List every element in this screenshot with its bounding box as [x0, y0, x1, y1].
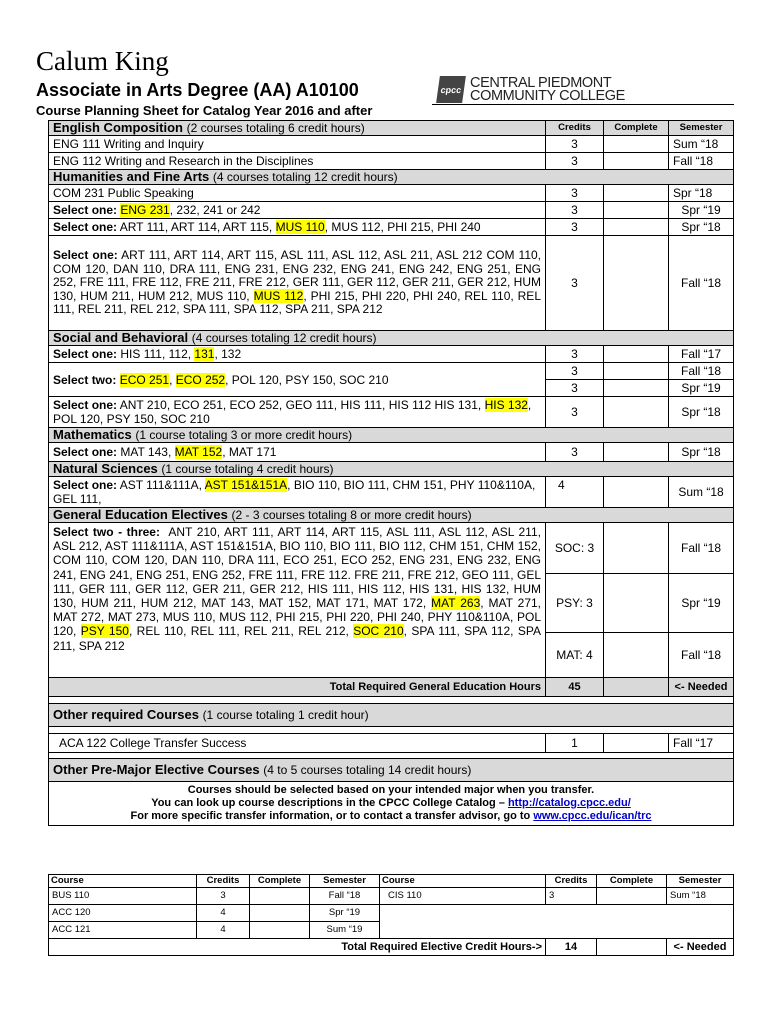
total-gen-ed-row [49, 678, 734, 697]
section-title: English Composition (2 courses totaling 6 credit hours) [49, 121, 546, 136]
section-pre-major [49, 759, 734, 782]
course-cell: COM 231 Public Speaking [49, 185, 546, 202]
credits-cell[interactable]: 4 [197, 922, 250, 939]
semester-cell[interactable]: Fall “18 [669, 633, 734, 678]
complete-cell[interactable] [604, 185, 669, 202]
semester-cell[interactable]: Sum “18 [667, 888, 734, 905]
complete-cell[interactable] [604, 574, 669, 633]
total-label: Total Required General Education Hours [49, 678, 546, 697]
info-line-2: You can look up course descriptions in the CPCC College Catalog – http://catalog.cpcc.edu/ [151, 797, 631, 809]
semester-cell[interactable]: Fall “18 [669, 363, 734, 380]
credits-cell[interactable]: 3 [546, 153, 604, 170]
table-row [49, 734, 734, 753]
complete-cell[interactable] [250, 922, 310, 939]
catalog-link[interactable]: http://catalog.cpcc.edu/ [507, 797, 631, 809]
highlight: MUS 110 [275, 220, 325, 234]
credits-cell[interactable]: 3 [546, 443, 604, 462]
semester-cell[interactable]: Fall “18 [669, 523, 734, 574]
course-cell: Select one: MAT 143, MAT 152, MAT 171 [49, 443, 546, 462]
highlight: SOC 210 [353, 624, 404, 639]
complete-cell[interactable] [604, 477, 669, 508]
header-semester: Semester [667, 875, 734, 888]
table-row [49, 202, 734, 219]
elective-table [48, 874, 734, 956]
header-credits: Credits [546, 121, 604, 136]
complete-cell[interactable] [604, 136, 669, 153]
section-gen-electives [49, 508, 734, 523]
course-cell[interactable]: ACC 120 [49, 905, 197, 922]
credits-cell[interactable]: 3 [546, 888, 597, 905]
table-row [49, 905, 734, 922]
info-line-3: For more specific transfer information, or to contact a transfer advisor, go to www.cpcc.edu/ican/trc [130, 810, 652, 822]
spacer-row [49, 727, 734, 734]
highlight: 131 [194, 347, 215, 361]
semester-cell[interactable]: Spr “19 [669, 380, 734, 397]
highlight: PSY 150 [80, 624, 129, 639]
table-row [49, 346, 734, 363]
empty-elective-cell[interactable] [380, 905, 734, 939]
course-planning-table [48, 120, 734, 826]
section-math [49, 428, 734, 443]
header-credits: Credits [546, 875, 597, 888]
table-row [49, 236, 734, 331]
complete-cell[interactable] [604, 633, 669, 678]
complete-cell[interactable] [604, 236, 669, 331]
complete-cell[interactable] [250, 888, 310, 905]
course-cell: ACA 122 College Transfer Success [49, 734, 546, 753]
semester-cell[interactable]: Sum “18 [669, 477, 734, 508]
header-rule [432, 104, 734, 105]
semester-cell[interactable]: Spr “18 [669, 443, 734, 462]
complete-cell[interactable] [604, 734, 669, 753]
total-label: Total Required Elective Credit Hours-> [49, 939, 546, 956]
course-cell[interactable]: ACC 121 [49, 922, 197, 939]
section-title: General Education Electives (2 - 3 courses totaling 8 or more credit hours) [49, 508, 734, 523]
credits-cell[interactable]: 4 [197, 905, 250, 922]
highlight: MAT 152 [174, 445, 223, 459]
semester-cell[interactable]: Spr “19 [669, 574, 734, 633]
complete-cell[interactable] [604, 346, 669, 363]
header-complete: Complete [604, 121, 669, 136]
credits-cell[interactable]: 3 [546, 219, 604, 236]
degree-title: Associate in Arts Degree (AA) A10100 [36, 80, 359, 100]
highlight: MAT 263 [431, 596, 481, 611]
course-cell: Select one: HIS 111, 112, 131, 132 [49, 346, 546, 363]
course-cell[interactable]: CIS 110 [380, 888, 546, 905]
info-cell [49, 782, 734, 826]
table-row [49, 363, 734, 380]
semester-cell[interactable]: Spr “19 [310, 905, 380, 922]
course-cell[interactable]: BUS 110 [49, 888, 197, 905]
section-title: Other Pre-Major Elective Courses (4 to 5 courses totaling 14 credit hours) [49, 759, 734, 782]
highlight: AST 151&151A [204, 478, 288, 492]
table-row [49, 219, 734, 236]
credits-cell[interactable]: 3 [546, 346, 604, 363]
highlight: ECO 252 [175, 372, 226, 387]
semester-cell[interactable]: Spr “18 [669, 219, 734, 236]
section-title: Mathematics (1 course totaling 3 or more credit hours) [49, 428, 734, 443]
course-cell: Select two: ECO 251, ECO 252, POL 120, PSY 150, SOC 210 [49, 363, 546, 397]
semester-cell[interactable]: Fall “18 [669, 153, 734, 170]
table-row [49, 443, 734, 462]
semester-cell[interactable]: Spr “19 [669, 202, 734, 219]
table-row [49, 477, 734, 508]
section-title: Other required Courses (1 course totaling 1 credit hour) [49, 704, 734, 727]
total-value: 14 [546, 939, 597, 956]
complete-cell[interactable] [604, 219, 669, 236]
highlight: ECO 251 [119, 372, 170, 387]
course-cell: Select one: ART 111, ART 114, ART 115, ASL 111, ASL 112, ASL 211, ASL 212 COM 110, COM 120, DAN 110, DRA 111, ENG 231, ENG 232, ENG 241, ENG 242, ENG 251, ENG 252, FRE 111, FRE 112, FRE 211, FRE 212, GER 111, GER 112, GER 211, GER 212, HUM 130, HUM 211, HUM 212, MUS 110, MUS 112, PHI 215, PHI 220, PHI 240, REL 110, REL 111, REL 211, REL 212, SPA 111, SPA 112, SPA 211, SPA 212 [49, 236, 546, 331]
header-course: Course [49, 875, 197, 888]
highlight: MUS 112 [253, 288, 304, 303]
credits-cell[interactable]: 3 [546, 185, 604, 202]
table-row [49, 888, 734, 905]
credits-cell[interactable]: PSY: 3 [546, 574, 604, 633]
header-complete: Complete [597, 875, 667, 888]
course-cell: Select one: AST 111&111A, AST 151&151A, BIO 110, BIO 111, CHM 151, PHY 110&110A, GEL 111, [49, 477, 546, 508]
semester-cell[interactable]: Sum “18 [669, 136, 734, 153]
complete-cell[interactable] [604, 153, 669, 170]
credits-cell[interactable]: 3 [546, 380, 604, 397]
section-science [49, 462, 734, 477]
semester-cell[interactable]: Sum “19 [310, 922, 380, 939]
complete-cell[interactable] [597, 888, 667, 905]
header-semester: Semester [310, 875, 380, 888]
section-humanities [49, 170, 734, 185]
header-semester: Semester [669, 121, 734, 136]
highlight: HIS 132 [484, 398, 528, 412]
course-cell: Select one: ANT 210, ECO 251, ECO 252, GEO 111, HIS 111, HIS 112 HIS 131, HIS 132, POL 120, PSY 150, SOC 210 [49, 397, 546, 428]
complete-cell[interactable] [604, 443, 669, 462]
section-title: Natural Sciences (1 course totaling 4 credit hours) [49, 462, 734, 477]
semester-cell[interactable]: Fall “17 [669, 346, 734, 363]
section-title: Social and Behavioral (4 courses totaling 12 credit hours) [49, 331, 734, 346]
table-row [49, 185, 734, 202]
semester-cell[interactable]: Spr “18 [669, 397, 734, 428]
spacer-row [49, 697, 734, 704]
header-complete: Complete [250, 875, 310, 888]
header-credits: Credits [197, 875, 250, 888]
cpcc-logo-mark: cpcc [436, 76, 466, 103]
total-complete [597, 939, 667, 956]
logo-line-2: COMMUNITY COLLEGE [470, 88, 625, 104]
course-cell: ENG 111 Writing and Inquiry [49, 136, 546, 153]
credits-cell[interactable]: 3 [197, 888, 250, 905]
transfer-link[interactable]: www.cpcc.edu/ican/trc [533, 810, 652, 822]
total-needed: <- Needed [667, 939, 734, 956]
sheet-subtitle: Course Planning Sheet for Catalog Year 2016 and after [36, 103, 373, 118]
course-cell: Select one: ENG 231, 232, 241 or 242 [49, 202, 546, 219]
logo-line-1: CENTRAL PIEDMONT [470, 75, 612, 91]
info-line-1: Courses should be selected based on your intended major when you transfer. [187, 784, 595, 796]
credits-cell[interactable]: 3 [546, 397, 604, 428]
course-cell: Select two - three: ANT 210, ART 111, ART 114, ART 115, ASL 111, ASL 112, ASL 211, ASL 212, AST 111&111A, AST 151&151A, BIO 110, BIO 111, BIO 112, CHM 151, CHM 152, COM 110, COM 120, DAN 110, DRA 111, ECO 251, ECO 252, ENG 231, ENG 232, ENG 241, ENG 241, ENG 251, ENG 252, FRE 111, FRE 112. FRE 211, FRE 212, GEO 111, GEL 111, GER 111, GER 112, GER 211, GER 212, HIS 111, HIS 112, HIS 131, HIS 132, HUM 130, HUM 211, HUM 212, MAT 143, MAT 152, MAT 171, MAT 172, MAT 263, MAT 271, MAT 272, MAT 273, MUS 110, MUS 112, PHI 215, PHI 220, PHI 240, PHY 110&110A, POL 120, PSY 150, REL 110, REL 111, REL 211, REL 212, SOC 210, SPA 111, SPA 112, SPA 211, SPA 212 [49, 523, 546, 678]
table-row [49, 523, 734, 574]
credits-cell[interactable]: 3 [546, 363, 604, 380]
credits-cell[interactable]: SOC: 3 [546, 523, 604, 574]
table-row [49, 153, 734, 170]
section-social [49, 331, 734, 346]
total-value: 45 [546, 678, 604, 697]
credits-cell[interactable]: 3 [546, 202, 604, 219]
student-name: Calum King [36, 46, 169, 76]
complete-cell[interactable] [604, 397, 669, 428]
complete-cell[interactable] [604, 380, 669, 397]
complete-cell[interactable] [604, 523, 669, 574]
table-row [49, 136, 734, 153]
semester-cell[interactable]: Spr “18 [669, 185, 734, 202]
highlight: ENG 231 [120, 203, 170, 217]
semester-cell[interactable]: Fall “18 [669, 236, 734, 331]
total-needed: <- Needed [669, 678, 734, 697]
header-course: Course [380, 875, 546, 888]
elective-header-row [49, 875, 734, 888]
course-cell: ENG 112 Writing and Research in the Disciplines [49, 153, 546, 170]
credits-cell[interactable]: MAT: 4 [546, 633, 604, 678]
semester-cell[interactable]: Fall “18 [310, 888, 380, 905]
complete-cell[interactable] [604, 202, 669, 219]
complete-cell[interactable] [250, 905, 310, 922]
credits-cell[interactable]: 4 [546, 477, 604, 508]
section-title: Humanities and Fine Arts (4 courses totaling 12 credit hours) [49, 170, 734, 185]
table-row [49, 397, 734, 428]
college-logo [438, 76, 738, 104]
credits-cell[interactable]: 1 [546, 734, 604, 753]
section-english [49, 121, 734, 136]
total-complete [604, 678, 669, 697]
complete-cell[interactable] [604, 363, 669, 380]
semester-cell[interactable]: Fall “17 [669, 734, 734, 753]
course-cell: Select one: ART 111, ART 114, ART 115, MUS 110, MUS 112, PHI 215, PHI 240 [49, 219, 546, 236]
credits-cell[interactable]: 3 [546, 236, 604, 331]
section-other-required [49, 704, 734, 727]
credits-cell[interactable]: 3 [546, 136, 604, 153]
total-elective-row [49, 939, 734, 956]
pre-major-info [49, 782, 734, 826]
